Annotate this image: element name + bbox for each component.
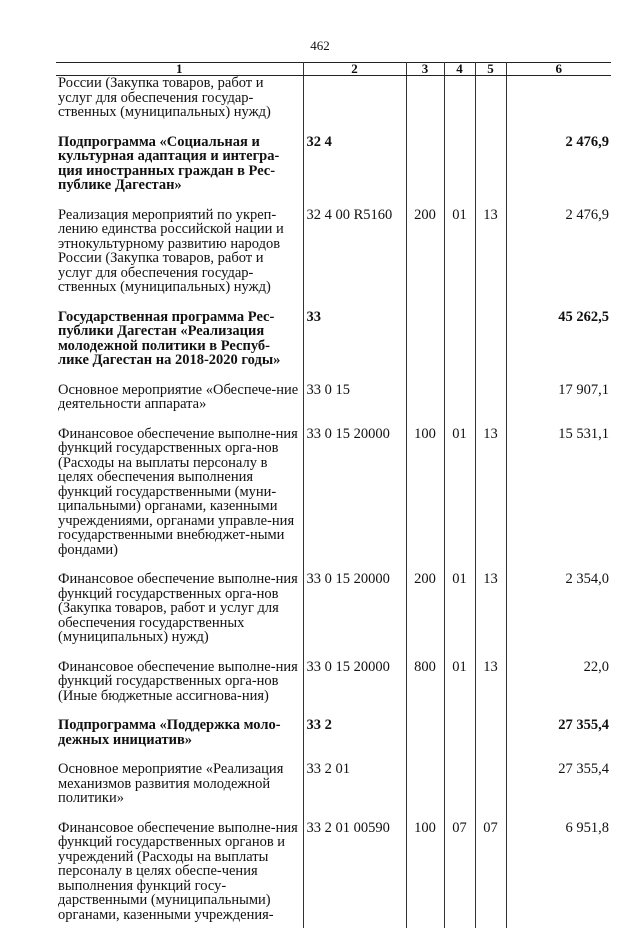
row-section bbox=[444, 383, 475, 412]
row-amount: 2 354,0 bbox=[506, 572, 611, 645]
spacer-cell bbox=[303, 412, 406, 427]
spacer-cell bbox=[56, 703, 303, 718]
spacer-cell bbox=[444, 806, 475, 821]
row-subsection bbox=[475, 310, 506, 368]
row-name: России (Закупка товаров, работ и услуг для обеспечения государ-ственных (муниципальных) нужд) bbox=[56, 76, 303, 120]
row-code: 33 2 01 bbox=[303, 762, 406, 806]
spacer-cell bbox=[56, 747, 303, 762]
spacer-cell bbox=[303, 922, 406, 928]
row-amount: 45 262,5 bbox=[506, 310, 611, 368]
spacer-cell bbox=[475, 295, 506, 310]
spacer-cell bbox=[475, 120, 506, 135]
spacer-cell bbox=[444, 368, 475, 383]
spacer-cell bbox=[444, 557, 475, 572]
table-row bbox=[56, 821, 611, 923]
row-subsection: 13 bbox=[475, 572, 506, 645]
row-name: Финансовое обеспечение выполне-ния функций государственных органов и учреждений (Расходы на выплаты персоналу в целях обеспе-чения выполнения функций госу-дарственными (муниципальными) органами, казенными учреждения- bbox=[56, 821, 303, 923]
spacer-cell bbox=[475, 703, 506, 718]
header-col-4: 4 bbox=[444, 63, 475, 76]
row-spacer bbox=[56, 412, 611, 427]
row-amount: 2 476,9 bbox=[506, 208, 611, 295]
row-subsection: 13 bbox=[475, 660, 506, 704]
row-subsection bbox=[475, 718, 506, 747]
spacer-cell bbox=[506, 193, 611, 208]
row-amount: 27 355,4 bbox=[506, 762, 611, 806]
spacer-cell bbox=[444, 747, 475, 762]
row-expense-type: 800 bbox=[406, 660, 444, 704]
row-section bbox=[444, 718, 475, 747]
spacer-cell bbox=[475, 368, 506, 383]
row-code: 33 2 bbox=[303, 718, 406, 747]
spacer-cell bbox=[406, 295, 444, 310]
spacer-cell bbox=[475, 922, 506, 928]
spacer-cell bbox=[444, 922, 475, 928]
table-row bbox=[56, 660, 611, 704]
row-amount: 15 531,1 bbox=[506, 427, 611, 558]
spacer-cell bbox=[406, 922, 444, 928]
row-spacer bbox=[56, 806, 611, 821]
spacer-cell bbox=[56, 806, 303, 821]
row-expense-type bbox=[406, 718, 444, 747]
spacer-cell bbox=[56, 645, 303, 660]
row-spacer bbox=[56, 120, 611, 135]
row-code: 32 4 00 R5160 bbox=[303, 208, 406, 295]
row-code: 33 2 01 00590 bbox=[303, 821, 406, 923]
row-expense-type bbox=[406, 135, 444, 193]
row-spacer bbox=[56, 368, 611, 383]
spacer-cell bbox=[506, 295, 611, 310]
spacer-cell bbox=[444, 412, 475, 427]
spacer-cell bbox=[506, 703, 611, 718]
header-col-3: 3 bbox=[406, 63, 444, 76]
row-name: Финансовое обеспечение выполне-ния функций государственных орга-нов (Иные бюджетные ассигнова-ния) bbox=[56, 660, 303, 704]
row-amount: 6 951,8 bbox=[506, 821, 611, 923]
row-subsection bbox=[475, 383, 506, 412]
row-expense-type: 100 bbox=[406, 427, 444, 558]
spacer-cell bbox=[475, 557, 506, 572]
header-row bbox=[56, 63, 611, 76]
spacer-cell bbox=[406, 645, 444, 660]
spacer-cell bbox=[303, 703, 406, 718]
row-name: Реализация мероприятий по укреп-лению единства российской нации и этнокультурному развитию народов России (Закупка товаров, работ и услуг для обеспечения государ-ственных (муниципальных) нужд) bbox=[56, 208, 303, 295]
spacer-cell bbox=[506, 412, 611, 427]
spacer-cell bbox=[406, 193, 444, 208]
row-amount: 27 355,4 bbox=[506, 718, 611, 747]
spacer-cell bbox=[303, 193, 406, 208]
spacer-cell bbox=[406, 368, 444, 383]
spacer-cell bbox=[506, 557, 611, 572]
table-row bbox=[56, 208, 611, 295]
row-name: Финансовое обеспечение выполне-ния функций государственных орга-нов (Закупка товаров, работ и услуг для обеспечения государственных (муниципальных) нужд) bbox=[56, 572, 303, 645]
row-section bbox=[444, 76, 475, 120]
spacer-cell bbox=[56, 368, 303, 383]
spacer-cell bbox=[303, 368, 406, 383]
row-spacer bbox=[56, 922, 611, 928]
row-spacer bbox=[56, 747, 611, 762]
spacer-cell bbox=[56, 557, 303, 572]
row-subsection: 13 bbox=[475, 208, 506, 295]
table-body bbox=[56, 76, 611, 928]
table-row bbox=[56, 135, 611, 193]
row-code: 33 0 15 20000 bbox=[303, 572, 406, 645]
spacer-cell bbox=[506, 645, 611, 660]
row-amount: 22,0 bbox=[506, 660, 611, 704]
spacer-cell bbox=[444, 295, 475, 310]
row-amount bbox=[506, 76, 611, 120]
spacer-cell bbox=[56, 412, 303, 427]
row-code: 32 4 bbox=[303, 135, 406, 193]
spacer-cell bbox=[406, 703, 444, 718]
spacer-cell bbox=[303, 120, 406, 135]
spacer-cell bbox=[444, 645, 475, 660]
table-row bbox=[56, 762, 611, 806]
spacer-cell bbox=[444, 120, 475, 135]
spacer-cell bbox=[444, 703, 475, 718]
spacer-cell bbox=[303, 645, 406, 660]
row-section: 01 bbox=[444, 427, 475, 558]
spacer-cell bbox=[444, 193, 475, 208]
row-expense-type bbox=[406, 762, 444, 806]
spacer-cell bbox=[406, 557, 444, 572]
table-row bbox=[56, 427, 611, 558]
row-name: Подпрограмма «Социальная и культурная адаптация и интегра-ция иностранных граждан в Рес-публике Дагестан» bbox=[56, 135, 303, 193]
table-row bbox=[56, 383, 611, 412]
row-spacer bbox=[56, 295, 611, 310]
row-name: Подпрограмма «Поддержка моло-дежных инициатив» bbox=[56, 718, 303, 747]
table-row bbox=[56, 572, 611, 645]
spacer-cell bbox=[406, 747, 444, 762]
row-section: 01 bbox=[444, 572, 475, 645]
spacer-cell bbox=[506, 747, 611, 762]
row-subsection: 13 bbox=[475, 427, 506, 558]
row-code: 33 bbox=[303, 310, 406, 368]
spacer-cell bbox=[506, 922, 611, 928]
table-row bbox=[56, 76, 611, 120]
spacer-cell bbox=[475, 193, 506, 208]
row-name: Основное мероприятие «Реализация механизмов развития молодежной политики» bbox=[56, 762, 303, 806]
spacer-cell bbox=[475, 645, 506, 660]
row-section bbox=[444, 135, 475, 193]
header-col-5: 5 bbox=[475, 63, 506, 76]
row-spacer bbox=[56, 703, 611, 718]
row-spacer bbox=[56, 557, 611, 572]
spacer-cell bbox=[56, 120, 303, 135]
spacer-cell bbox=[506, 120, 611, 135]
row-code bbox=[303, 76, 406, 120]
row-name: Государственная программа Рес-публики Дагестан «Реализация молодежной политики в Респуб-лике Дагестан на 2018-2020 годы» bbox=[56, 310, 303, 368]
row-subsection bbox=[475, 76, 506, 120]
row-section: 01 bbox=[444, 660, 475, 704]
spacer-cell bbox=[56, 922, 303, 928]
row-name: Основное мероприятие «Обеспече-ние деятельности аппарата» bbox=[56, 383, 303, 412]
row-section: 01 bbox=[444, 208, 475, 295]
row-code: 33 0 15 20000 bbox=[303, 427, 406, 558]
spacer-cell bbox=[475, 806, 506, 821]
spacer-cell bbox=[303, 557, 406, 572]
row-expense-type: 200 bbox=[406, 208, 444, 295]
spacer-cell bbox=[475, 412, 506, 427]
row-subsection: 07 bbox=[475, 821, 506, 923]
row-spacer bbox=[56, 645, 611, 660]
row-subsection bbox=[475, 762, 506, 806]
spacer-cell bbox=[475, 747, 506, 762]
spacer-cell bbox=[303, 806, 406, 821]
row-subsection bbox=[475, 135, 506, 193]
spacer-cell bbox=[406, 412, 444, 427]
spacer-cell bbox=[303, 295, 406, 310]
spacer-cell bbox=[303, 747, 406, 762]
row-section: 07 bbox=[444, 821, 475, 923]
row-code: 33 0 15 20000 bbox=[303, 660, 406, 704]
row-section bbox=[444, 762, 475, 806]
spacer-cell bbox=[506, 806, 611, 821]
budget-table bbox=[56, 62, 611, 928]
spacer-cell bbox=[56, 193, 303, 208]
row-expense-type bbox=[406, 383, 444, 412]
spacer-cell bbox=[506, 368, 611, 383]
header-col-6: 6 bbox=[506, 63, 611, 76]
header-col-2: 2 bbox=[303, 63, 406, 76]
table-row bbox=[56, 718, 611, 747]
row-expense-type bbox=[406, 76, 444, 120]
row-section bbox=[444, 310, 475, 368]
row-name: Финансовое обеспечение выполне-ния функций государственных орга-нов (Расходы на выплаты персоналу в целях обеспечения выполнения функций государственными (муни-ципальными) органами, казенными учреждениями, органами управле-ния государственными внебюджет-ными фондами) bbox=[56, 427, 303, 558]
row-expense-type bbox=[406, 310, 444, 368]
header-col-1: 1 bbox=[56, 63, 303, 76]
row-amount: 17 907,1 bbox=[506, 383, 611, 412]
row-code: 33 0 15 bbox=[303, 383, 406, 412]
spacer-cell bbox=[406, 120, 444, 135]
spacer-cell bbox=[406, 806, 444, 821]
row-amount: 2 476,9 bbox=[506, 135, 611, 193]
row-expense-type: 100 bbox=[406, 821, 444, 923]
spacer-cell bbox=[56, 295, 303, 310]
table-row bbox=[56, 310, 611, 368]
row-expense-type: 200 bbox=[406, 572, 444, 645]
row-spacer bbox=[56, 193, 611, 208]
page-number: 462 bbox=[0, 38, 640, 54]
